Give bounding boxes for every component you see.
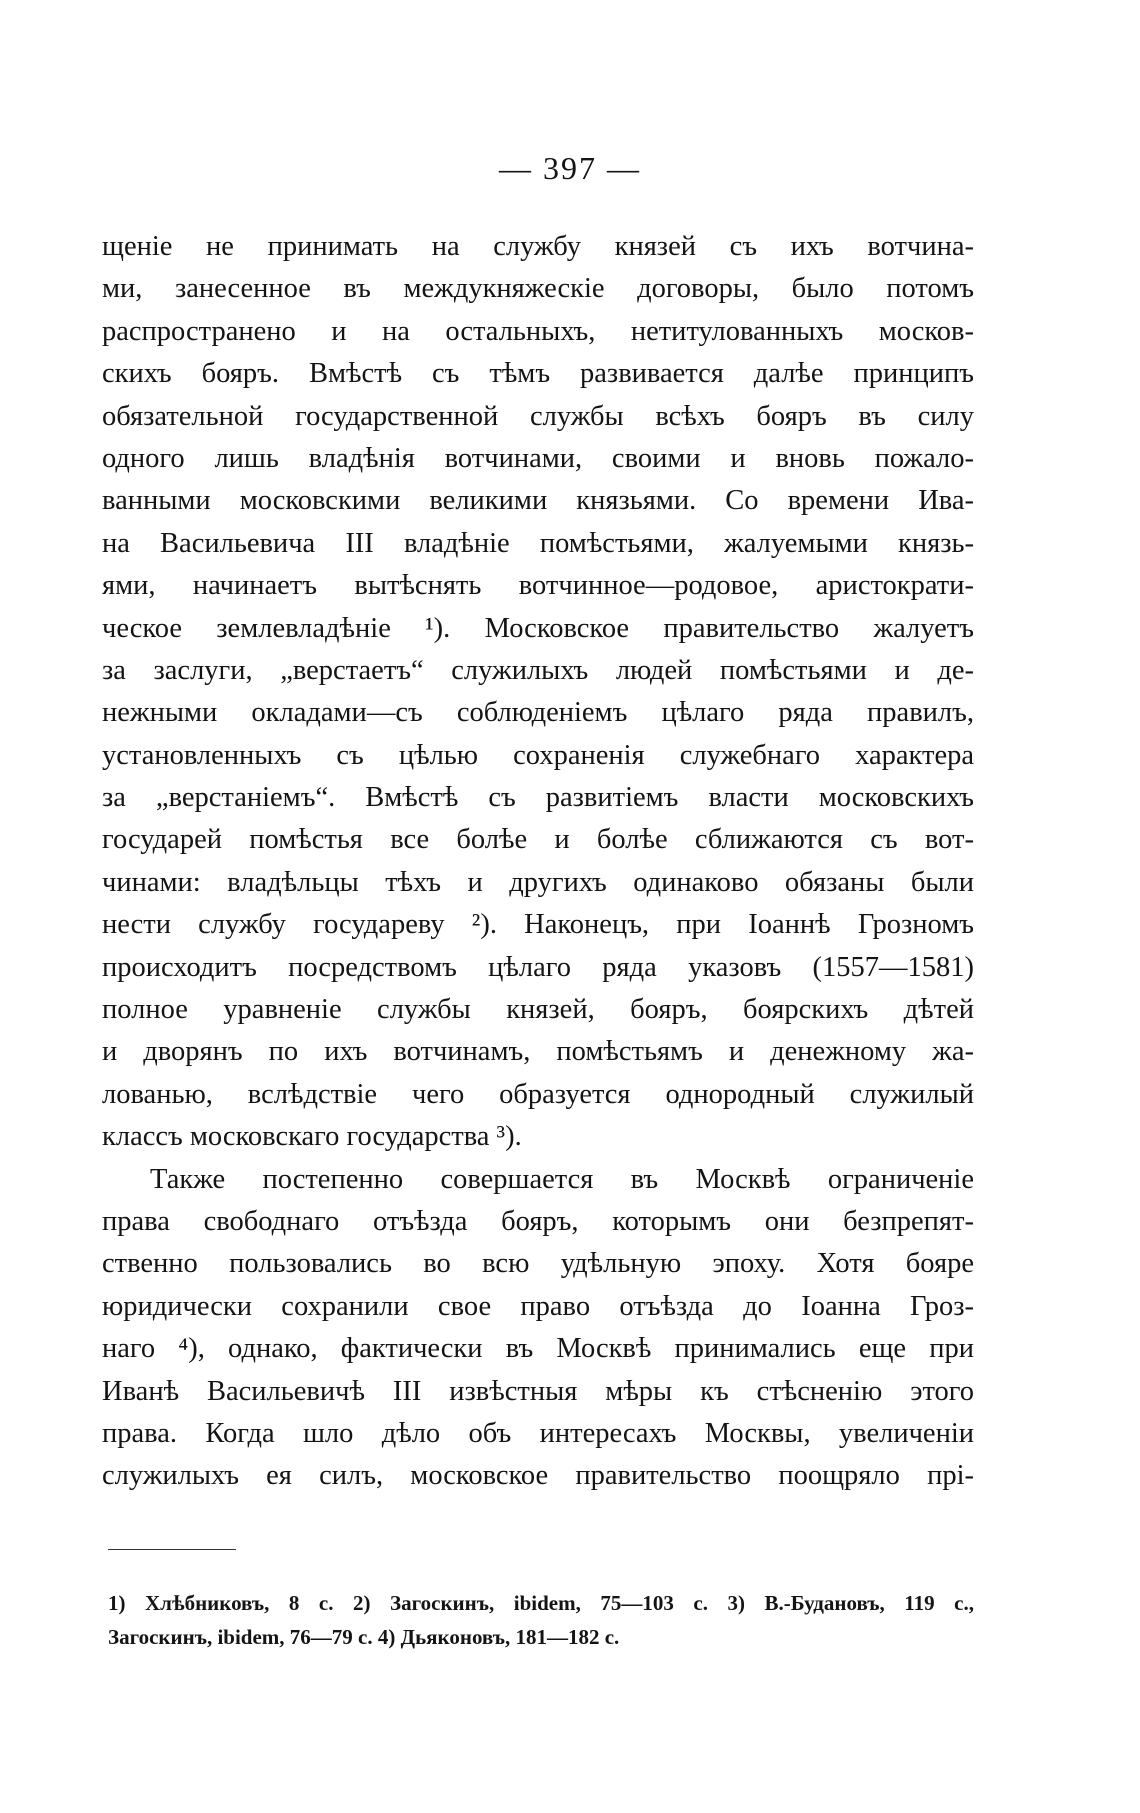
footnotes — [108, 1586, 974, 1654]
text-line: права свободнаго отъѣзда бояръ, которымъ они безпрепят- — [102, 1205, 974, 1237]
text-line: права. Когда шло дѣло объ интересахъ Москвы, увеличеніи — [102, 1417, 974, 1449]
text-line: ванными московскими великими князьями. Со времени Ива- — [102, 485, 974, 517]
paragraph-end-line: классъ московскаго государства ³). — [102, 1121, 522, 1153]
text-line: ями, начинаетъ вытѣснять вотчинное—родовое, аристократи- — [102, 570, 974, 602]
footnote-divider — [108, 1549, 236, 1550]
text-line: полное уравненіе службы князей, бояръ, боярскихъ дѣтей — [102, 994, 974, 1026]
text-line: одного лишь владѣнія вотчинами, своими и вновь пожало- — [102, 442, 974, 474]
text-line: скихъ бояръ. Вмѣстѣ съ тѣмъ развивается далѣе принципъ — [102, 358, 974, 390]
text-line: щеніе не принимать на службу князей съ ихъ вотчина- — [102, 231, 974, 262]
text-line: ственно пользовались во всю удѣльную эпоху. Хотя бояре — [102, 1248, 974, 1280]
text-line: лованью, вслѣдствіе чего образуется однородный служилый — [102, 1078, 974, 1110]
text-line: распространено и на остальныхъ, нетитулованныхъ москов- — [102, 315, 974, 347]
text-line: Иванѣ Васильевичѣ III извѣстныя мѣры къ стѣсненію этого — [102, 1375, 974, 1407]
text-line: за заслуги, „верстаетъ“ служилыхъ людей помѣстьями и де- — [102, 654, 974, 686]
text-line: служилыхъ ея силъ, московское правительство поощряло прі- — [102, 1460, 974, 1492]
footnote-line: 1) Хлѣбниковъ, 8 с. 2) Загоскинъ, ibidem, 75—103 с. 3) В.-Будановъ, 119 с., — [108, 1591, 974, 1615]
page-number: — 397 — — [499, 150, 641, 186]
text-line: юридически сохранили свое право отъѣзда до Іоанна Гроз- — [102, 1290, 974, 1322]
paragraph-start-line: Также постепенно совершается въ Москвѣ ограниченіе — [150, 1163, 974, 1195]
text-line: наго ⁴), однако, фактически въ Москвѣ принимались еще при — [102, 1333, 974, 1365]
text-line: нести службу государеву ²). Наконецъ, при Іоаннѣ Грозномъ — [102, 909, 974, 941]
text-line: чинами: владѣльцы тѣхъ и другихъ одинаково обязаны были — [102, 866, 974, 898]
text-line: установленныхъ съ цѣлью сохраненія служебнаго характера — [102, 739, 974, 771]
text-line: и дворянъ по ихъ вотчинамъ, помѣстьямъ и денежному жа- — [102, 1036, 974, 1068]
text-line: за „верстаніемъ“. Вмѣстѣ съ развитіемъ власти московскихъ — [102, 782, 974, 814]
text-line: на Васильевича III владѣніе помѣстьями, жалуемыми князь- — [102, 527, 974, 559]
text-line: государей помѣстья все болѣе и болѣе сближаются съ вот- — [102, 824, 974, 856]
text-line: ми, занесенное въ междукняжескіе договоры, было потомъ — [102, 273, 974, 305]
text-line: ческое землевладѣніе ¹). Московское правительство жалуетъ — [102, 612, 974, 644]
text-line: нежными окладами—съ соблюденіемъ цѣлаго ряда правилъ, — [102, 697, 974, 729]
text-line: происходитъ посредствомъ цѣлаго ряда указовъ (1557—1581) — [102, 951, 974, 983]
text-line: обязательной государственной службы всѣхъ бояръ въ силу — [102, 400, 974, 432]
body-text — [102, 226, 974, 1498]
footnote-line: Загоскинъ, ibidem, 76—79 с. 4) Дьяконовъ, 181—182 с. — [108, 1625, 620, 1649]
